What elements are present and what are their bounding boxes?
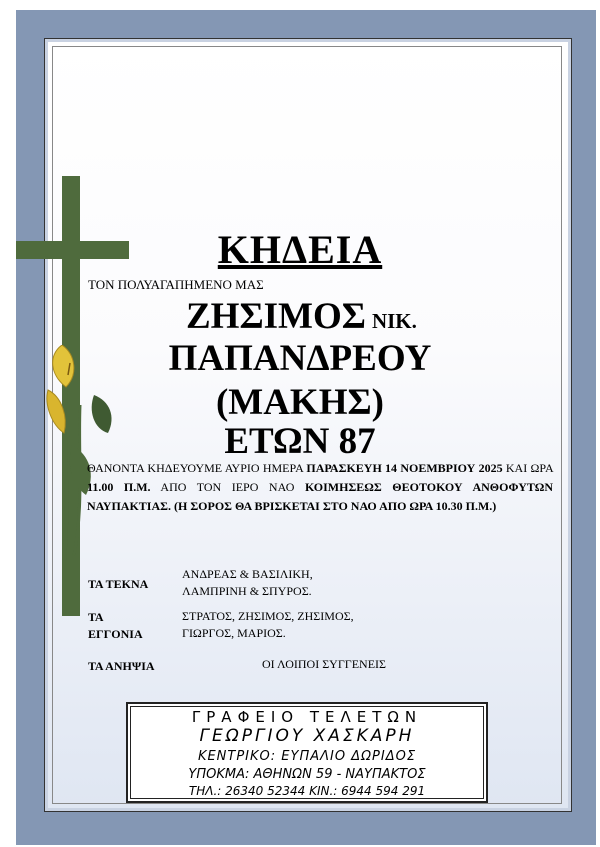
deceased-first-name: ΖΗΣΙΜΟΣ <box>186 296 366 337</box>
stamp-line-5: ΤΗΛ.: 26340 52344 ΚΙΝ.: 6944 594 291 <box>188 784 426 798</box>
deceased-nickname: (ΜΑΚΗΣ) <box>215 382 385 423</box>
stamp-line-3: ΚΕΝΤΡΙΚΟ: ΕΥΠΑΛΙΟ ΔΩΡΙΔΟΣ <box>197 749 417 764</box>
funeral-notice <box>87 459 553 516</box>
deceased-surname: ΠΑΠΑΝΔΡΕΟΥ <box>168 338 432 379</box>
children-line-1: ΑΝΔΡΕΑΣ & ΒΑΣΙΛΙΚΗ, <box>182 567 313 581</box>
grandchildren-line-1: ΣΤΡΑΤΟΣ, ΖΗΣΙΜΟΣ, ΖΗΣΙΜΟΣ, <box>182 609 354 623</box>
deceased-fathers-name: ΝΙΚ. <box>371 309 417 333</box>
deceased-age: ΕΤΩΝ 87 <box>224 421 376 462</box>
notice-part1: ΘΑΝΟΝΤΑ ΚΗΔΕΥΟΥΜΕ ΑΥΡΙΟ ΗΜΕΡΑ <box>87 461 307 475</box>
deceased-first-name-line <box>186 295 417 338</box>
nieces-label: ΤΑ ΑΝΗΨΙΑ <box>88 659 155 673</box>
children-line-2: ΛΑΜΠΡΙΝΗ & ΣΠΥΡΟΣ. <box>182 584 312 598</box>
stamp-line-4: ΥΠΟΚΜΑ: ΑΘΗΝΩΝ 59 - ΝΑΥΠΑΚΤΟΣ <box>188 767 426 782</box>
stamp-line-1: ΓΡΑΦΕΙΟ ΤΕΛΕΤΩΝ <box>191 708 423 726</box>
relatives-line: ΟΙ ΛΟΙΠΟΙ ΣΥΓΓΕΝΕΙΣ <box>262 657 387 671</box>
grandchildren-label-2: ΕΓΓΟΝΙΑ <box>88 627 143 641</box>
notice-part3: ΑΠΟ ΤΟΝ ΙΕΡΟ ΝΑΟ <box>150 480 305 494</box>
children-label: ΤΑ ΤΕΚΝΑ <box>88 577 149 591</box>
beloved-line: ΤΟΝ ΠΟΛΥΑΓΑΠΗΜΕΝΟ ΜΑΣ <box>88 277 264 292</box>
grandchildren-label-1: ΤΑ <box>88 610 104 624</box>
notice-time: 11.00 Π.Μ. <box>87 480 151 494</box>
grandchildren-line-2: ΓΙΩΡΓΟΣ, ΜΑΡΙΟΣ. <box>182 626 286 640</box>
stamp-line-2: ΓΕΩΡΓΙΟΥ ΧΑΣΚΑΡΗ <box>199 726 415 746</box>
funeral-home-stamp <box>126 702 488 803</box>
notice-date: ΠΑΡΑΣΚΕΥΗ 14 ΝΟΕΜΒΡΙΟΥ 2025 <box>306 461 503 475</box>
notice-church: ΚΟΙΜΗΣΕΩΣ ΘΕΟΤΟΚΟΥ ΑΝΘΟΦΥΤΩΝ ΝΑΥΠΑΚΤΙΑΣ. (Η ΣΟΡΟΣ ΘΑ ΒΡΙΣΚΕΤΑΙ ΣΤΟ ΝΑΟ ΑΠΟ ΩΡΑ 10.30 Π.Μ.) <box>87 480 553 513</box>
page-title: ΚΗΔΕΙΑ <box>217 227 383 272</box>
notice-part2: ΚΑΙ ΩΡΑ <box>502 461 553 475</box>
